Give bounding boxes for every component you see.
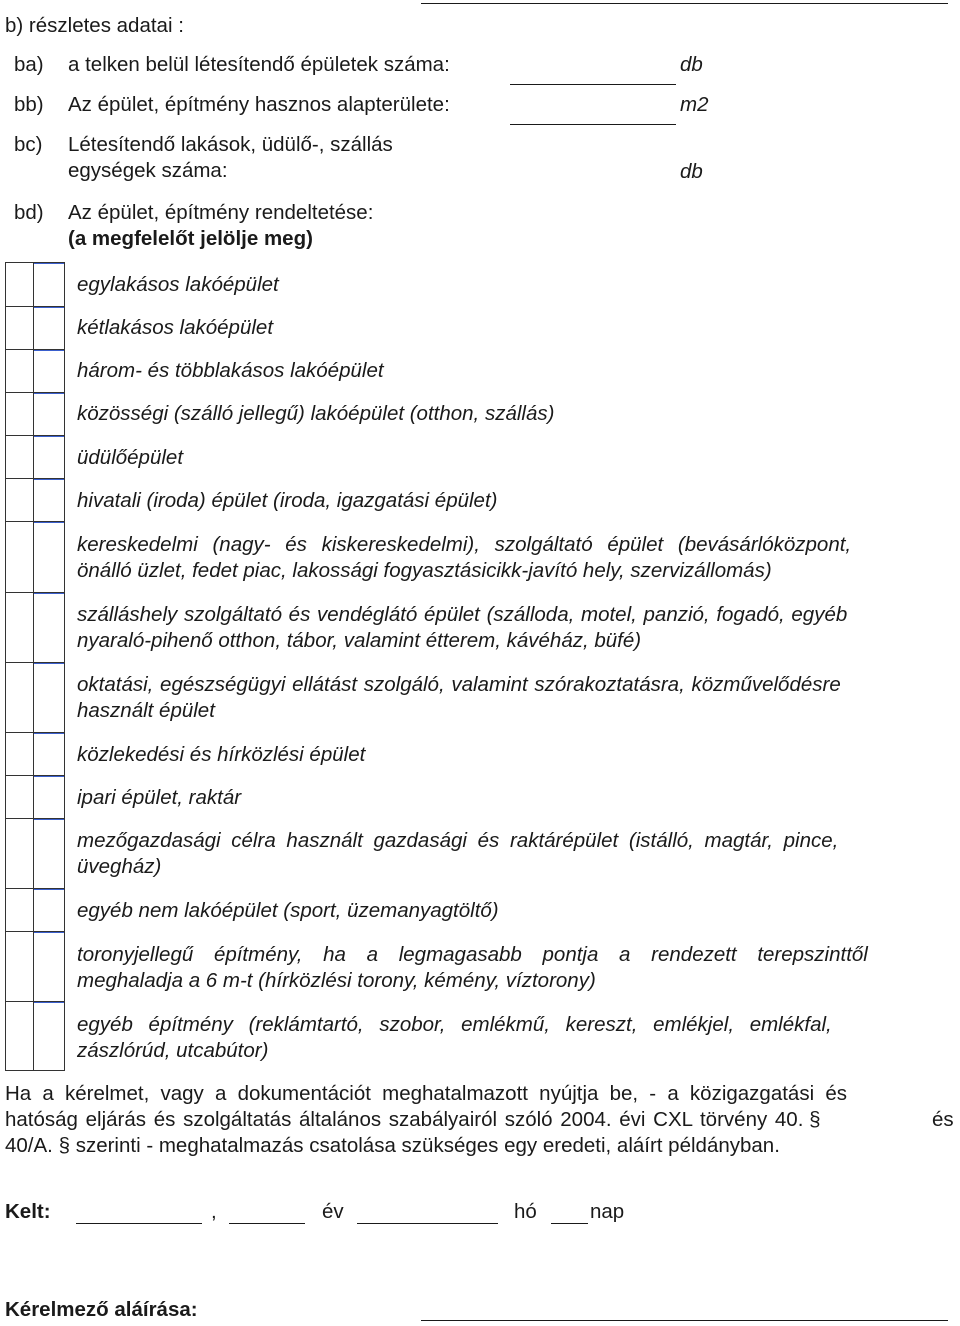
checkbox[interactable] (5, 478, 65, 521)
checkbox[interactable] (5, 521, 65, 592)
date-day-word: nap (590, 1200, 625, 1223)
row-bd-code: bd) (14, 201, 44, 224)
section-sign: § (58, 1134, 70, 1157)
option-label: ipari épület, raktár (77, 786, 242, 809)
section-title: b) részletes adatai : (5, 14, 184, 37)
date-day-input[interactable] (551, 1223, 588, 1224)
row-bc-label-line2: egységek száma: (68, 159, 228, 182)
checkbox[interactable] (5, 931, 65, 1001)
checkbox[interactable] (5, 818, 65, 888)
option-label-line1: oktatási, egészségügyi ellátást szolgáló, valamint szórakoztatásra, közművelődésre (77, 673, 841, 696)
row-ba-label: a telken belül létesítendő épületek száma: (68, 53, 450, 76)
date-label: Kelt: (5, 1200, 51, 1223)
option-label-line1: egyéb építmény (reklámtartó, szobor, emlékmű, kereszt, emlékjel, emlékfal, (77, 1013, 832, 1036)
option-label: hivatali (iroda) épület (iroda, igazgatási épület) (77, 489, 498, 512)
option-label-line2: önálló üzlet, fedet piac, lakossági fogyasztásicikk-javító hely, szervizállomás) (77, 559, 772, 582)
option-label-line2: zászlórúd, utcabútor) (77, 1039, 269, 1062)
checkbox[interactable] (5, 262, 65, 306)
checkbox[interactable] (5, 392, 65, 435)
option-label-line1: szálláshely szolgáltató és vendéglátó épület (szálloda, motel, panzió, fogadó, egyéb (77, 603, 848, 626)
notice-line3-head: 40/A. (5, 1134, 53, 1157)
option-label: közösségi (szálló jellegű) lakóépület (otthon, szállás) (77, 402, 555, 425)
row-ba-input[interactable] (510, 84, 676, 85)
row-bd-label-line1: Az épület, építmény rendeltetése: (68, 201, 374, 224)
row-bb-code: bb) (14, 93, 44, 116)
notice-line1: Ha a kérelmet, vagy a dokumentációt meghatalmazott nyújtja be, - a közigazgatási és (5, 1082, 847, 1105)
checkbox[interactable] (5, 435, 65, 478)
option-label-line1: toronyjellegű építmény, ha a legmagasabb pontja a rendezett terepszinttől (77, 943, 868, 966)
date-month-word: hó (514, 1200, 537, 1223)
checkbox[interactable] (5, 306, 65, 349)
signature-label: Kérelmező aláírása: (5, 1298, 198, 1321)
date-year-word: év (322, 1200, 344, 1223)
option-label-line1: mezőgazdasági célra használt gazdasági és raktárépület (istálló, magtár, pince, (77, 829, 839, 852)
date-year-input[interactable] (229, 1223, 305, 1224)
row-ba-code: ba) (14, 53, 44, 76)
option-label-line2: nyaraló-pihenő otthon, tábor, valamint étterem, kávéház, büfé) (77, 629, 642, 652)
checkbox[interactable] (5, 592, 65, 662)
row-bb-input[interactable] (510, 124, 676, 125)
row-ba-unit: db (680, 53, 703, 76)
option-label: kétlakásos lakóépület (77, 316, 274, 339)
option-label: három- és többlakásos lakóépület (77, 359, 384, 382)
section-sign: § (809, 1108, 821, 1131)
checkbox[interactable] (5, 775, 65, 818)
date-comma: , (211, 1200, 217, 1223)
option-label: egyéb nem lakóépület (sport, üzemanyagtöltő) (77, 899, 499, 922)
checkbox[interactable] (5, 662, 65, 732)
option-label-line2: használt épület (77, 699, 215, 722)
date-month-input[interactable] (357, 1223, 498, 1224)
checkbox[interactable] (5, 888, 65, 931)
option-label-line2: meghaladja a 6 m-t (hírközlési torony, kémény, víztorony) (77, 969, 596, 992)
option-label-line2: üvegház) (77, 855, 162, 878)
notice-line3-text: szerinti - meghatalmazás csatolása szükséges egy eredeti, aláírt példányban. (75, 1134, 780, 1157)
checkbox[interactable] (5, 349, 65, 392)
row-bc-label-line1: Létesítendő lakások, üdülő-, szállás (68, 133, 393, 156)
row-bb-unit: m2 (680, 93, 709, 116)
row-bd-label-line2: (a megfelelőt jelölje meg) (68, 227, 313, 250)
row-bb-label: Az épület, építmény hasznos alapterülete: (68, 93, 450, 116)
row-bc-code: bc) (14, 133, 43, 156)
option-label-line1: kereskedelmi (nagy- és kiskereskedelmi), szolgáltató épület (bevásárlóközpont, (77, 533, 852, 556)
checkbox[interactable] (5, 732, 65, 775)
notice-line3 (5, 1134, 780, 1158)
notice-line2 (5, 1108, 821, 1132)
notice-line2-text: hatóság eljárás és szolgáltatás általános szabályairól szóló 2004. évi CXL törvény 40. (5, 1108, 804, 1131)
notice-line2-tail: és (932, 1108, 954, 1131)
row-bc-unit: db (680, 160, 703, 183)
top-signature-line (421, 3, 948, 4)
date-place-input[interactable] (76, 1223, 202, 1224)
checkbox[interactable] (5, 1001, 65, 1071)
signature-line[interactable] (421, 1320, 948, 1321)
option-label: egylakásos lakóépület (77, 273, 279, 296)
checkbox-column (5, 262, 65, 1071)
option-label: üdülőépület (77, 446, 184, 469)
option-label: közlekedési és hírközlési épület (77, 743, 366, 766)
